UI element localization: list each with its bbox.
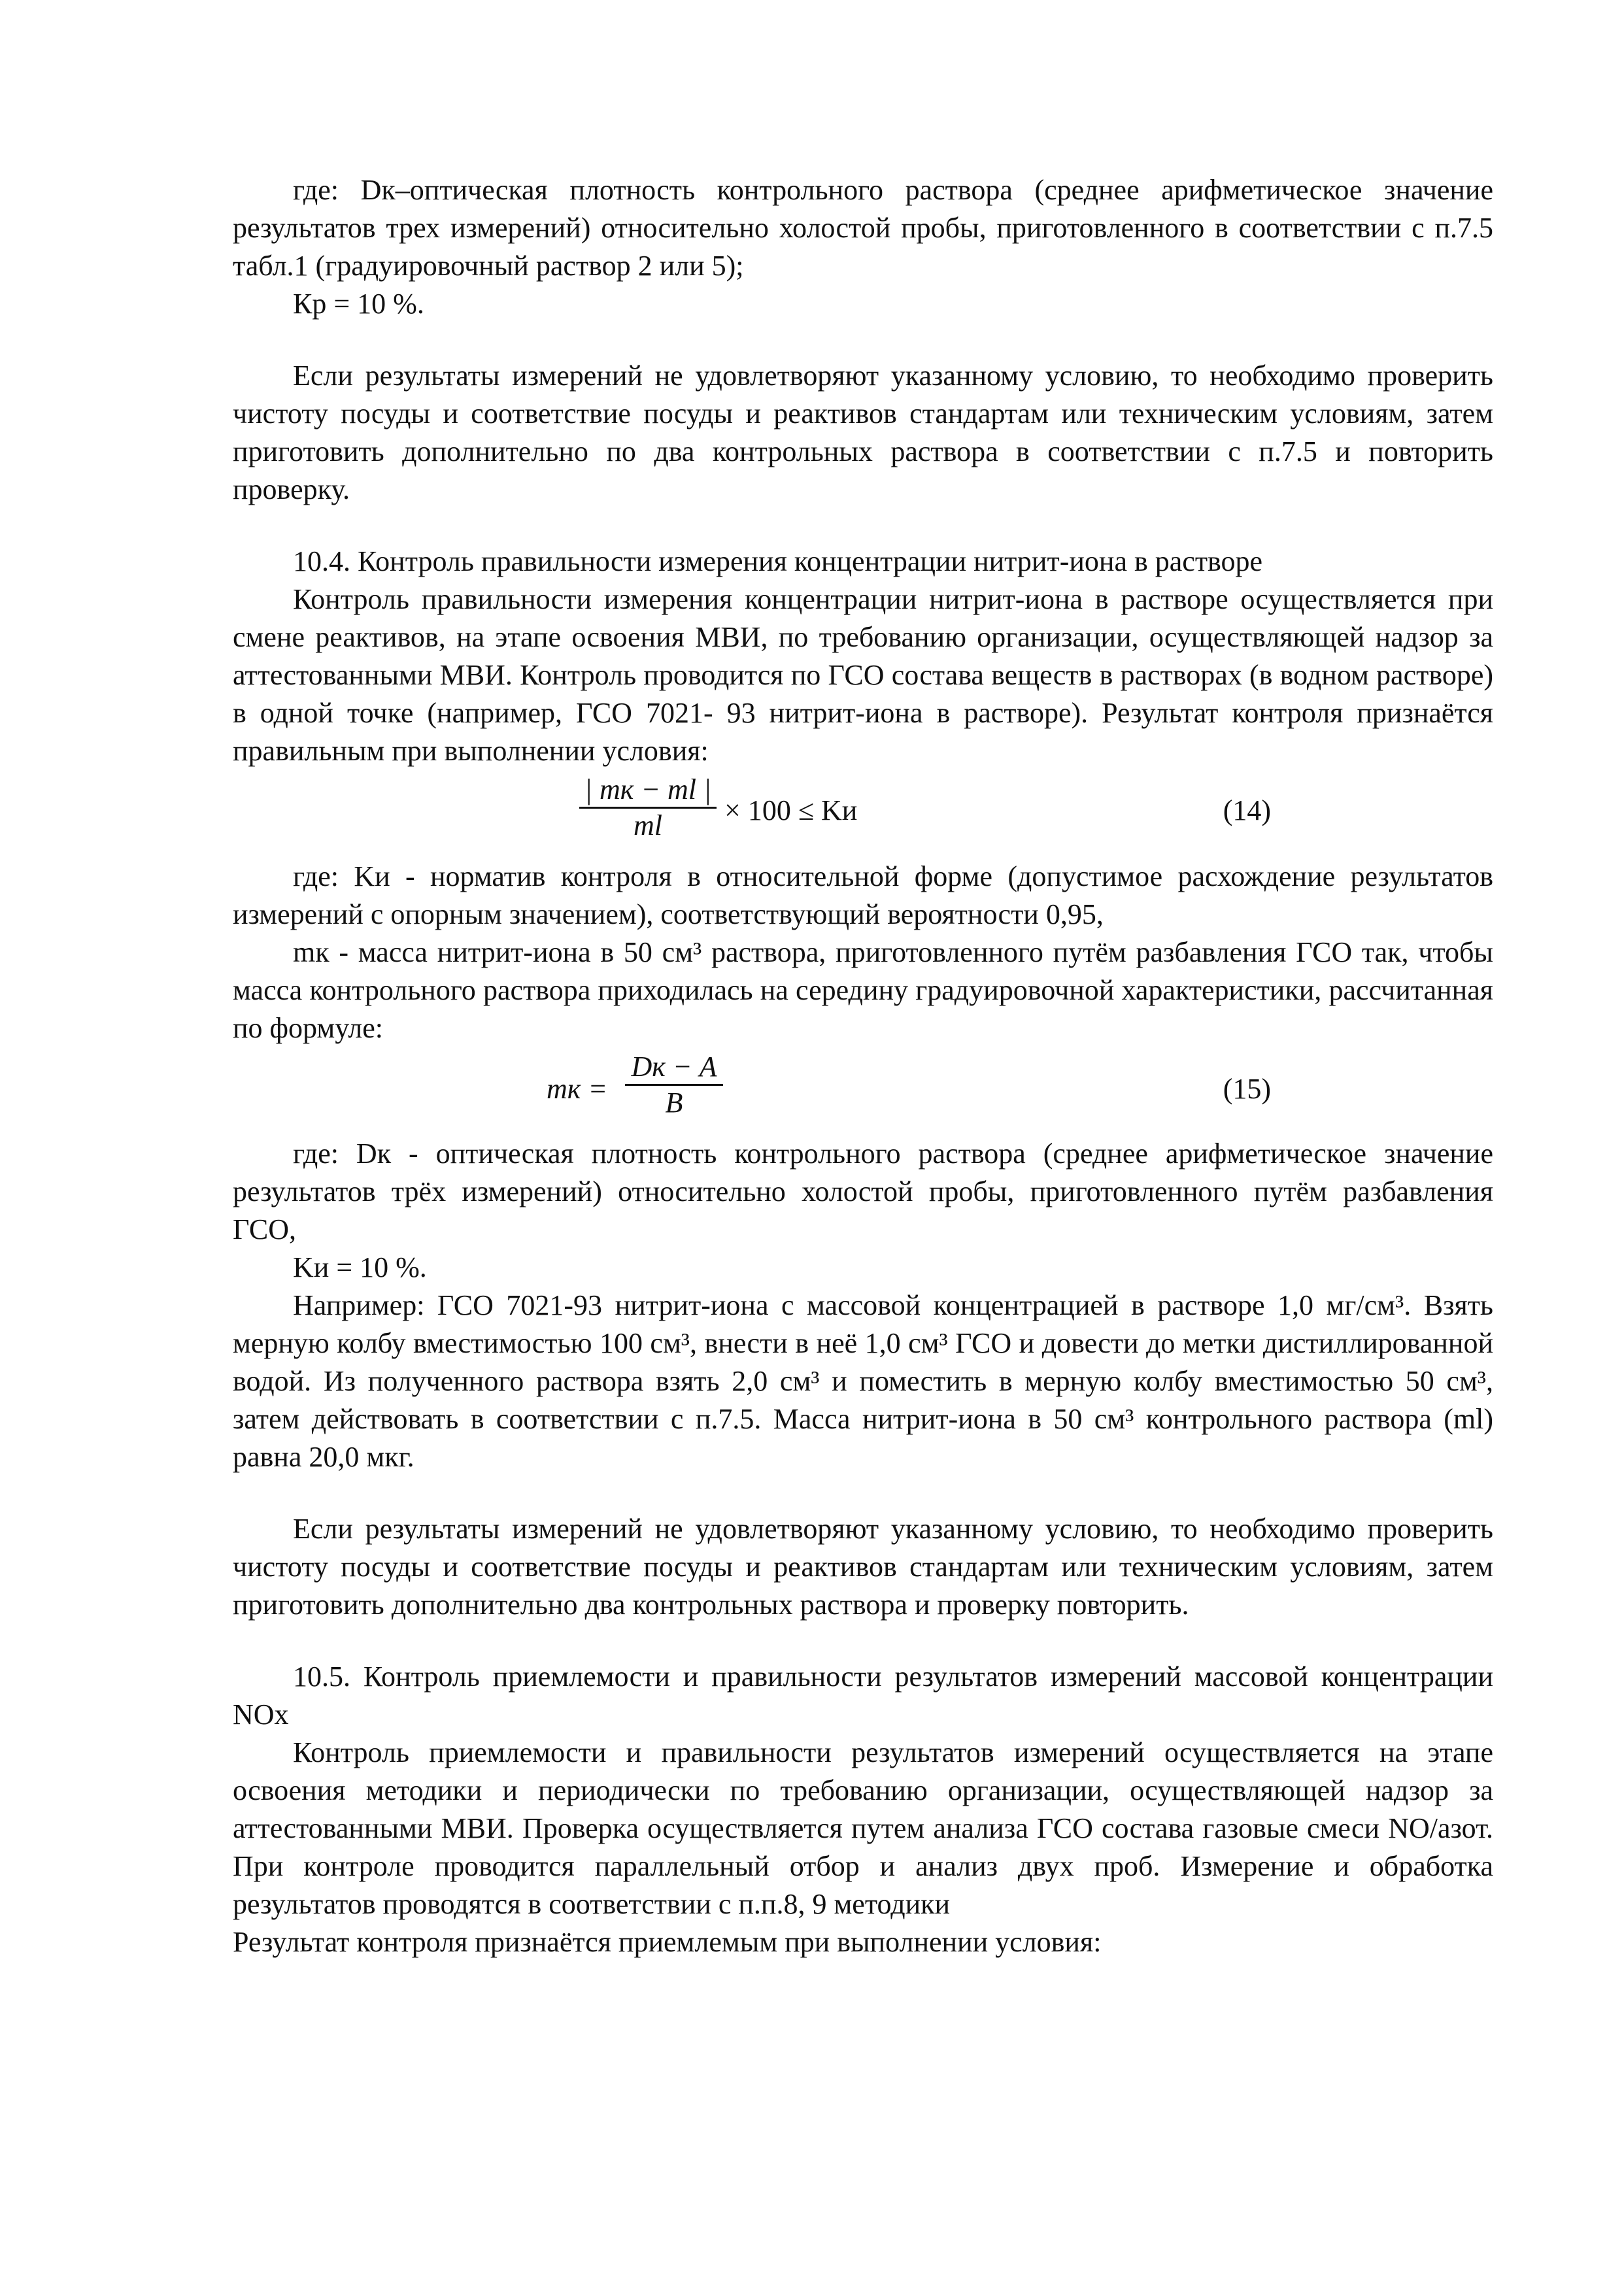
document-body: [233, 171, 1493, 1961]
formula-15: [233, 1047, 1493, 1135]
if-fail-paragraph-2: Если результаты измерений не удовлетворяют указанному условию, то необходимо проверить чистоту посуды и соответствие посуды и реактивов стандартам или техническим условиям, затем приготовить дополнительно два контрольных раствора и проверку повторить.: [233, 1513, 1493, 1621]
formula-14-rhs: × 100 ≤ Kи: [724, 794, 858, 826]
formula-15-numerator: Dк − A: [631, 1051, 717, 1083]
kp-value: Кр = 10 %.: [293, 288, 424, 320]
section-10-5-heading: 10.5. Контроль приемлемости и правильности результатов измерений массовой концентрации NOx: [233, 1661, 1493, 1730]
definition-dk: где: Dк–оптическая плотность контрольного раствора (среднее арифметическое значение результатов трех измерений) относительно холостой пробы, приготовленного в соответствии с п.7.5 табл.1 (градуировочный раствор 2 или 5);: [233, 174, 1493, 282]
definition-dk-2: где: Dк - оптическая плотность контрольного раствора (среднее арифметическое значение результатов трёх измерений) относительно холостой пробы, приготовленного путём разбавления ГСО,: [233, 1138, 1493, 1245]
formula-14: [233, 770, 1493, 858]
definition-mk: mк - масса нитрит-иона в 50 см³ раствора, приготовленного путём разбавления ГСО так, чтобы масса контрольного раствора приходилась на середину градуировочной характеристики, рассчитанная по формуле:: [233, 936, 1493, 1044]
example-paragraph: Например: ГСО 7021-93 нитрит-иона с массовой концентрацией в растворе 1,0 мг/см³. Взять мерную колбу вместимостью 100 см³, внести в неё 1,0 см³ ГСО и довести до метки дистиллированной водой. Из полученного раствора взять 2,0 см³ и поместить в мерную колбу вместимостью 50 см³, затем действовать в соответствии с п.7.5. Масса нитрит-иона в 50 см³ контрольного раствора (ml) равна 20,0 мкг.: [233, 1289, 1493, 1473]
formula-14-denominator: ml: [634, 809, 662, 841]
section-10-5-closing: Результат контроля признаётся приемлемым при выполнении условия:: [233, 1926, 1102, 1958]
if-fail-paragraph-1: Если результаты измерений не удовлетворяют указанному условию, то необходимо проверить чистоту посуды и соответствие посуды и реактивов стандартам или техническим условиям, затем приготовить дополнительно по два контрольных раствора в соответствии с п.7.5 и повторить проверку.: [233, 360, 1493, 505]
section-10-5-body: Контроль приемлемости и правильности результатов измерений осуществляется на этапе освоения методики и периодически по требованию организации, осуществляющей надзор за аттестованными МВИ. Проверка осуществляется путем анализа ГСО состава газовые смеси NO/азот. При контроле проводится параллельный отбор и анализ двух проб. Измерение и обработка результатов проводятся в соответствии с п.п.8, 9 методики: [233, 1736, 1493, 1920]
section-10-4-intro: Контроль правильности измерения концентрации нитрит-иона в растворе осуществляется при смене реактивов, на этапе освоения МВИ, по требованию организации, осуществляющей надзор за аттестованными МВИ. Контроль проводится по ГСО состава веществ в растворах (в водном растворе) в одной точке (например, ГСО 7021- 93 нитрит-иона в растворе). Результат контроля признаётся правильным при выполнении условия:: [233, 583, 1493, 767]
formula-14-fraction: [579, 773, 717, 843]
formula-14-number: (14): [1223, 794, 1271, 826]
definition-ki: где: Kи - норматив контроля в относительной форме (допустимое расхождение результатов измерений с опорным значением), соответствующий вероятности 0,95,: [233, 860, 1493, 930]
ki-value: Kи = 10 %.: [293, 1251, 427, 1283]
formula-15-lhs: mк =: [547, 1073, 608, 1105]
formula-15-fraction: [625, 1050, 723, 1120]
formula-15-number: (15): [1223, 1073, 1271, 1105]
section-10-4-heading: 10.4. Контроль правильности измерения концентрации нитрит-иона в растворе: [293, 545, 1263, 577]
formula-15-denominator: B: [665, 1087, 683, 1119]
formula-14-numerator: | mк − ml |: [584, 773, 712, 805]
